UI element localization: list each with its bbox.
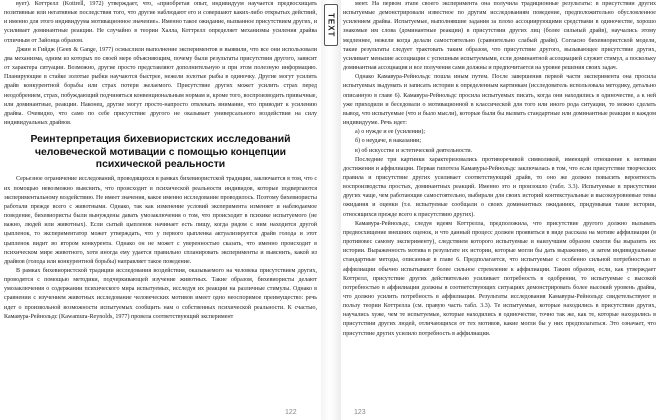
right-paragraph-4: Камавура-Рейнольдс, следуя идеям Коттрелла, предположила, что присутствие другого должно вызывать предвосхищение внешних оценок, и что данный процесс должен проявиться в виде рассказа на мотиве аффилиации (в противовес самому эксперименту), следствием которого испытуемые и наилучшим образом смогли бы выразить их истории. Выраженность мотива в результате их истории, которые могли бы дать выражению, и затем индивидуальные стандартные методы, описанные в главе 6. Предполагается, что испытуемые с особенно сильной потребностью в аффилиации обычно испытывают более сильное стремление к аффилиации. Таким образом, если, как утверждает Коттрелл, присутствие других действительно усиливает потребность в одобрении, то испытуемые с высокой потребностью в аффилиации должны в соответствующих ситуациях демонстрировать более высокий уровень драйва, что должно усилить потребность в аффилиации. Результаты исследования Камавуры-Рейнольдс свидетельствуют в пользу теории Коттрелла (см. правую часть табл. 3.3). Те испытуемые, которые находились в присутствии других, научались хуже, чем те испытуемые, которые находились в одиночестве, точно так же, как те, которые находились в присутствии других людей, отличающихся от тех мотивов, какие могли бы у них предполагаться. Это означает, что присутствие других усилило потребность в аффилиации.	[343, 220, 656, 337]
right-page-column	[343, 0, 656, 339]
list-item: б) о неудаче, в наказании;	[355, 138, 422, 145]
list-item: а) о нужде и ее (усилении);	[355, 129, 426, 136]
text-tab-button[interactable]	[324, 4, 338, 46]
right-paragraph-2: Однако Камавура-Рейнольдс пошла иным путем. После завершения первой части эксперимента она просила испытуемых выдумать и записать истории к определенным картинкам (исследователь использовала методику, детально описанную в главе 6). Камавура-Рейнольдс просила испытуемых писать, когда они находились в одиночестве, а к ней уже приходили и беседовали о мотивационной в классической для того или иного рода ситуации, то можно сделать вывод, что испытуемые (что и было мысли), которые были бы вызвать стандартные или доминантные реакции в каждом индивидууме. Речь идет:	[343, 74, 656, 127]
section-heading: Реинтерпретация бихевиористских исследований человеческой мотивации с помощью концепции психической реальности	[30, 134, 291, 170]
left-paragraph-1: вует). Коттрелл (Kottrell, 1972) утверждает, что, «приобретая опыт, индивидуум научается предвосхищать позитивные или негативные последствия того, что другие наблюдают его и совершают каких-либо открытых действий, и именно для этого индивидуума мотивационное значение». Именно такое ожидание, вызванное присутствием других, и усиливает доминантные реакции. Не случайно в теории Халла, Коттрелл определяет механизмы усиления драйва отличным от Зайонца образом.	[4, 1, 317, 44]
list-item: в) об искусстве и эстетической деятельности.	[355, 147, 473, 154]
left-page-number: 122	[285, 409, 297, 416]
left-paragraph-2: Джин и Гийдж (Geen & Gange, 1977) осмыслили выполнение экспериментов и выявили, что все они использовали два механизма, одним из которых по своей мере объясняющим, почему были результаты присутствия другого, зависит от характера ситуации. Возможно, другие просто представляют дополнительную и при этом полезную информацию. Планирующие в стайке золотые рыбки научаются быстрее, нежели золотые рыбы в одиночку. Другие могут усилить драйв конкурентной борьбы или страх потери желаемого. Присутствие других может усилить страх перед неодобрением, страх, побуждающий подчиняться конвенциональным нормам и, кроме того, воспроизводить привычные, или доминантные, реакции. Наконец, другие могут просто-напросто отвлекать внимание, что приводит к усилению драйва. Очевидно, что само по себе присутствие другого не оказывает универсального воздействия на силу индивидуальных драйвов.	[4, 46, 317, 127]
book-spine	[321, 0, 341, 420]
right-paragraph-1: мент. На первом этапе своего эксперимента она получила традиционные результаты: в присутствии других испытуемые демонстрировали известное по другим исследованиям поведение, предположительно обусловленное усилением драйва. Испытуемые, выполнявшие задания за плохо ассоциирующими средствами в одиночестве, хорошо знакомые им слова (доминантные реакции) в присутствии других лиц (более сильный драйв), научались этому медленнее, нежели когда делали самостоятельно (сравнительно слабый драйв). Согласно бихевиористской модели, такие результаты следует трактовать таким образом, что присутствие другого, вызывающее присутствие других, усиливает меньшие ассоциации с успешным испытуемыми, если доминантной ассоциацией служит стимул, а поскольку доминантная ассоциация и все получения сами должны и предпочитается на уровне решения своих задач.	[343, 1, 656, 72]
left-paragraph-4: В рамках бихевиористской традиции исследования воздействия, оказываемого на человека присутствием других, проводятся с помощью методики, подчеркивающей изучение животных. Такие образом, бихевиористы делают умозаключения о содержании психического мира испытуемых, исследуя их реакции на различные стимулы. Однако в сравнении с изучением животных исследование человеческих мотивов имеет одно неоспоримое преимущество: речь идет о произвольной возможности испытуемых сообщить нам о собственных психической реальности. К счастью, Камавура-Рейнольдс (Kawamura-Reynolds, 1977) провела соответствующий эксперимент	[4, 267, 317, 320]
picture-list	[343, 128, 656, 155]
right-page-number: 123	[354, 409, 366, 416]
left-paragraph-3: Серьезное ограничение исследований, проводящихся в рамках бихевиористской традиции, заключается в том, что с их помощью невозможно выяснить, что происходит в психической реальности индивидов, которые подвергаются экспериментальному воздействию. Не имеет значения, какое именно исследование проводилось. Поэтому бихевиористы работали прежде всего с животными. Однако, так как изменение условий эксперимента изменяет и наблюдаемое поведение, бихевиористы были вынуждены давать умозаключения о том, что происходит в психике испытуемого (не важно, людей или животных). Если сытый цыпленок начинает есть пищу, когда рядом с ним находится другой цыпленок, то экспериментатор может утверждать, что у первого цыпленка актуализируется драйв голода и этот цыпленок видит во втором конкурента. Однако он не может с уверенностью сказать, что именно происходит в психическом мире животного, хотя иногда ему удается правильно спланировать эксперименты и выяснить, какой из драйвов (голода или конкурентной борьбы) направляет такое поведение.	[4, 176, 317, 265]
text-tab-label: ТЕХТ	[326, 12, 336, 38]
left-page-column	[4, 0, 317, 322]
right-paragraph-3: Последние три картинки характеризовались противоречивой символикой, имеющей отношение к мотивам достижения и аффилиации. Первая гипотеза Камавуры-Рейнольдс заключалась в том, что если присутствие творческих правила и присутствие других усиливает соответствующий драйв, то оно же должно повысить вероятность воспроизводства простых, доминантных реакций. Именно это и произошло (табл. 3.3). Испытуемые в присутствии других чаще, чем работающие самостоятельно, выбирали для своих историй контекстуальные и высокоуровневые темы ожидания и оценки (т.е. испытуемые сообщали о своих доминантных ожиданиях, придумывая такие истории, относящихся прежде всего к присутствию других).	[343, 156, 656, 218]
